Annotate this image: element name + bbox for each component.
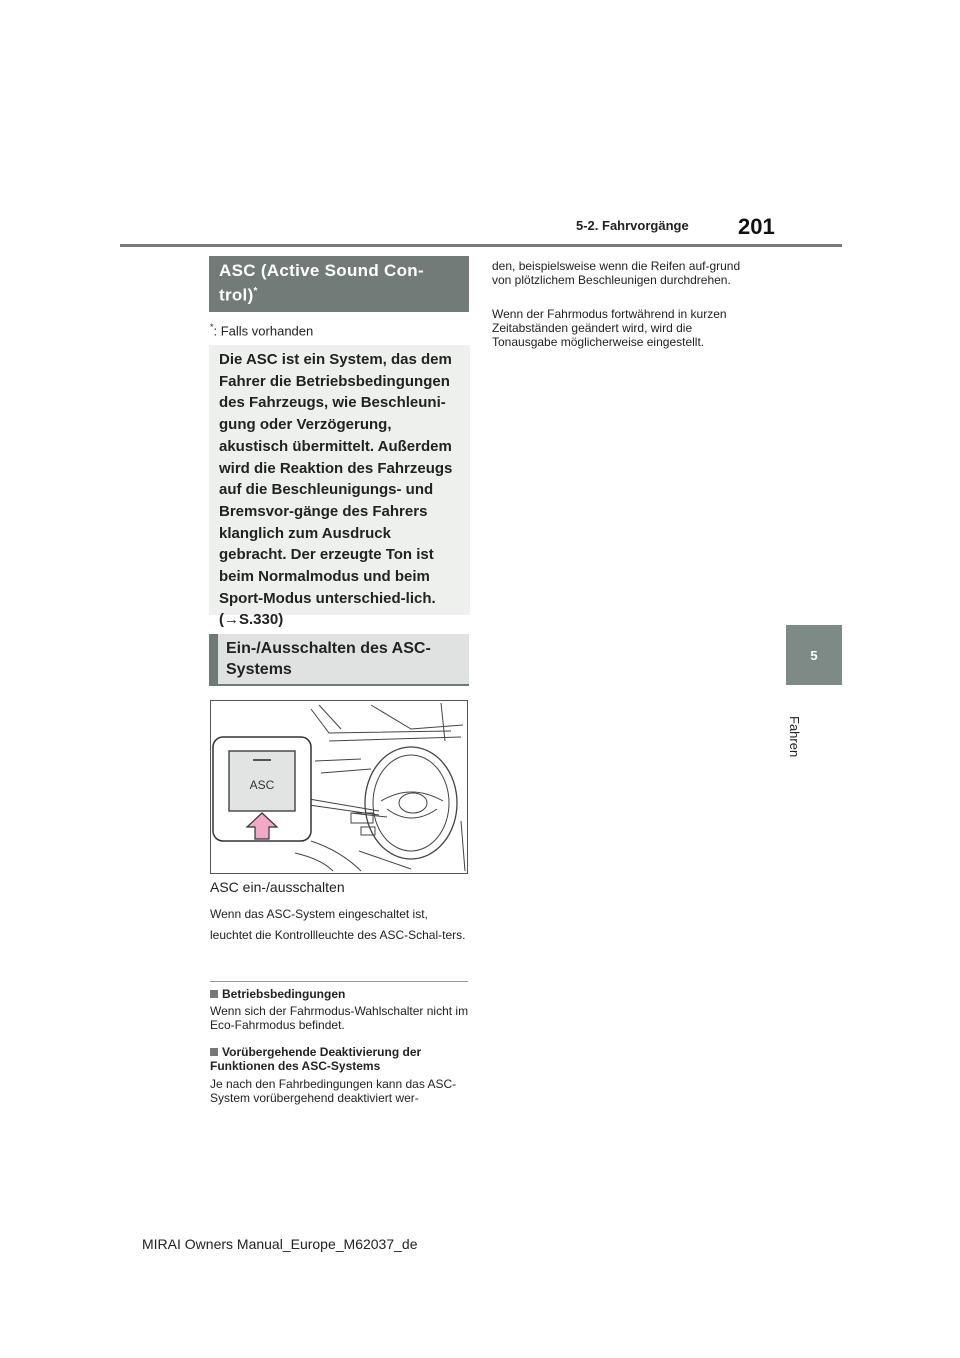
temporary-deactivation-text: Je nach den Fahrbedingungen kann das ASC-System vorübergehend deaktiviert wer- <box>210 1077 457 1105</box>
subsection-heading <box>209 634 469 686</box>
page-number: 201 <box>738 214 775 239</box>
heading-footnote-marker: * <box>253 286 258 297</box>
chapter-label: Fahren <box>787 716 802 758</box>
section-heading-asc <box>209 256 469 312</box>
subsection-title: Ein-/Ausschalten des ASC-Systems <box>226 640 431 678</box>
chapter-number: 5 <box>810 647 818 663</box>
square-bullet-icon <box>210 1048 218 1056</box>
square-bullet-icon <box>210 990 218 998</box>
caption-note: Wenn das ASC-System eingeschaltet ist, leuchtet die Kontrollleuchte des ASC-Schal-ters. <box>210 907 466 942</box>
dashboard-illustration <box>210 700 468 874</box>
subheading-operating-conditions <box>210 987 345 1001</box>
divider <box>210 981 468 982</box>
subheading-text: Betriebsbedingungen <box>222 987 346 1001</box>
chapter-tab <box>786 625 842 685</box>
header-rule <box>120 244 842 247</box>
footnote <box>210 322 313 338</box>
footnote-marker: * <box>210 322 214 332</box>
asc-button-label: ASC <box>249 778 275 792</box>
column2-paragraph-2: Wenn der Fahrmodus fortwährend in kurzen Zeitabständen geändert wird, wird die Tonausgabe möglicherweise eingestellt. <box>492 307 727 349</box>
section-title: 5-2. Fahrvorgänge <box>576 218 689 233</box>
column2-paragraph-1: den, beispielsweise wenn die Reifen auf-grund von plötzlichem Beschleunigen durchdrehen. <box>492 259 741 287</box>
dashboard-drawing <box>211 701 467 873</box>
footer-text: MIRAI Owners Manual_Europe_M62037_de <box>142 1236 418 1252</box>
operating-conditions-text: Wenn sich der Fahrmodus-Wahlschalter nicht im Eco-Fahrmodus befindet. <box>210 1004 469 1032</box>
subheading-temporary-deactivation <box>210 1045 472 1073</box>
intro-box <box>209 345 470 629</box>
footnote-text: : Falls vorhanden <box>213 323 314 339</box>
heading-title: ASC (Active Sound Con-trol) <box>219 261 424 305</box>
illustration-caption: ASC ein-/ausschalten <box>210 879 345 895</box>
subheading-text: Vorübergehende Deaktivierung der Funktionen des ASC-Systems <box>210 1045 422 1073</box>
intro-text: Die ASC ist ein System, das dem Fahrer die Betriebsbedingungen des Fahrzeugs, wie Beschleuni-gung oder Verzögerung, akustisch übermittelt. Außerdem wird die Reaktion des Fahrzeugs auf die Beschleunigungs- und Bremsvor-gänge des Fahrers klanglich zum Ausdruck gebracht. Der erzeugte Ton ist beim Normalmodus und beim Sport-Modus unterschied-lich. (→S.330) <box>219 351 453 629</box>
